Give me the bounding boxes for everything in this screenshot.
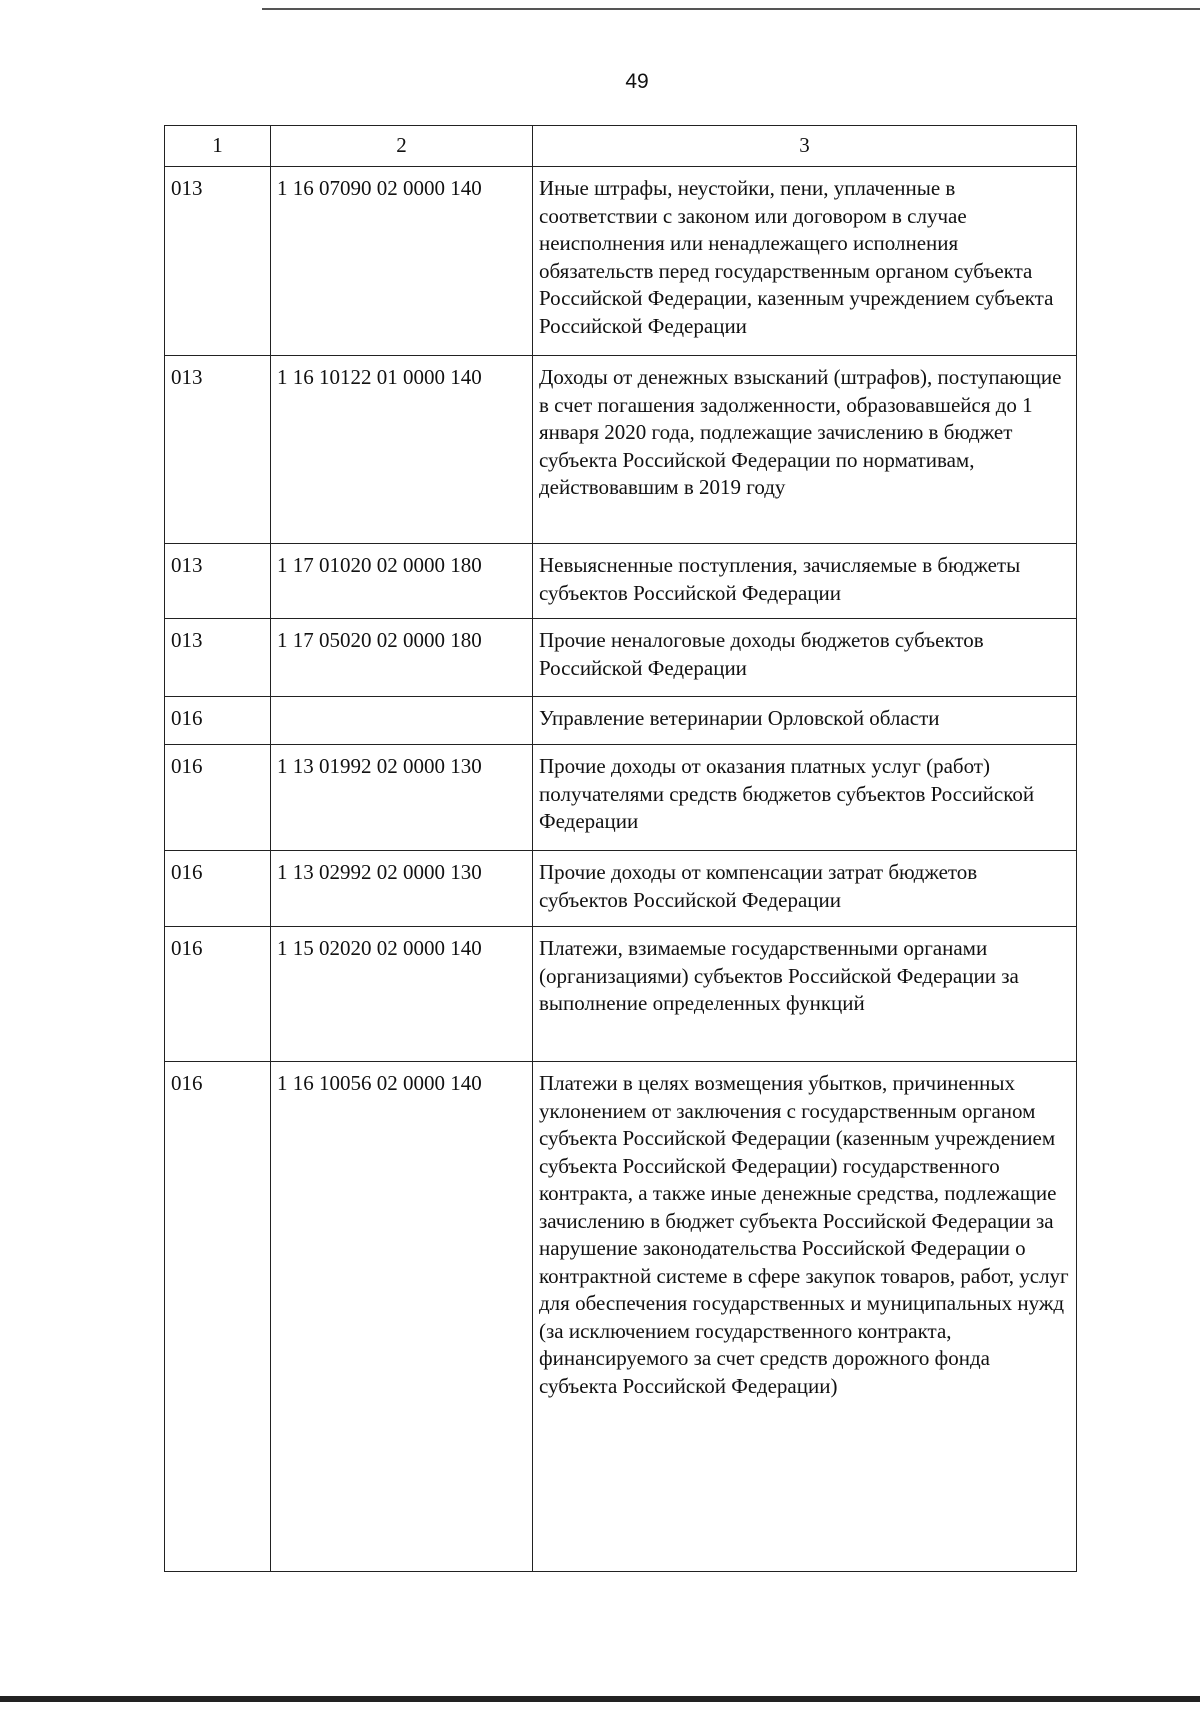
description-cell: Прочие доходы от оказания платных услуг (работ) получателями средств бюджетов субъектов Российской Федерации	[533, 745, 1077, 851]
budget-code-cell: 1 16 10122 01 0000 140	[271, 356, 533, 544]
admin-code-cell: 013	[165, 167, 271, 356]
column-header-3: 3	[533, 126, 1077, 167]
admin-code-cell: 013	[165, 619, 271, 697]
admin-code-cell: 013	[165, 544, 271, 619]
table-row	[165, 697, 1077, 745]
table-row	[165, 927, 1077, 1062]
table-row	[165, 1062, 1077, 1572]
table-row	[165, 619, 1077, 697]
admin-code-cell: 013	[165, 356, 271, 544]
description-cell: Прочие неналоговые доходы бюджетов субъектов Российской Федерации	[533, 619, 1077, 697]
budget-code-cell	[271, 697, 533, 745]
top-border-line	[262, 8, 1200, 10]
description-cell: Прочие доходы от компенсации затрат бюджетов субъектов Российской Федерации	[533, 851, 1077, 927]
budget-code-cell: 1 13 02992 02 0000 130	[271, 851, 533, 927]
description-cell: Доходы от денежных взысканий (штрафов), поступающие в счет погашения задолженности, образовавшейся до 1 января 2020 года, подлежащие зачислению в бюджет субъекта Российской Федерации по нормативам, действовавшим в 2019 году	[533, 356, 1077, 544]
table-row	[165, 356, 1077, 544]
description-cell: Платежи в целях возмещения убытков, причиненных уклонением от заключения с государственным органом субъекта Российской Федерации (казенным учреждением субъекта Российской Федерации) государственного контракта, а также иные денежные средства, подлежащие зачислению в бюджет субъекта Российской Федерации за нарушение законодательства Российской Федерации о контрактной системе в сфере закупок товаров, работ, услуг для обеспечения государственных и муниципальных нужд (за исключением государственного контракта, финансируемого за счет средств дорожного фонда субъекта Российской Федерации)	[533, 1062, 1077, 1572]
table-row	[165, 167, 1077, 356]
budget-code-cell: 1 15 02020 02 0000 140	[271, 927, 533, 1062]
budget-code-cell: 1 16 07090 02 0000 140	[271, 167, 533, 356]
description-cell: Невыясненные поступления, зачисляемые в бюджеты субъектов Российской Федерации	[533, 544, 1077, 619]
table-row	[165, 544, 1077, 619]
column-header-1: 1	[165, 126, 271, 167]
admin-code-cell: 016	[165, 745, 271, 851]
table-row	[165, 851, 1077, 927]
income-codes-table	[164, 125, 1077, 1572]
description-cell: Управление ветеринарии Орловской области	[533, 697, 1077, 745]
description-cell: Иные штрафы, неустойки, пени, уплаченные в соответствии с законом или договором в случае неисполнения или ненадлежащего исполнения обязательств перед государственным органом субъекта Российской Федерации, казенным учреждением субъекта Российской Федерации	[533, 167, 1077, 356]
admin-code-cell: 016	[165, 927, 271, 1062]
budget-code-cell: 1 17 05020 02 0000 180	[271, 619, 533, 697]
admin-code-cell: 016	[165, 697, 271, 745]
budget-code-cell: 1 16 10056 02 0000 140	[271, 1062, 533, 1572]
admin-code-cell: 016	[165, 851, 271, 927]
description-cell: Платежи, взимаемые государственными органами (организациями) субъектов Российской Федерации за выполнение определенных функций	[533, 927, 1077, 1062]
budget-code-cell: 1 17 01020 02 0000 180	[271, 544, 533, 619]
admin-code-cell: 016	[165, 1062, 271, 1572]
column-header-2: 2	[271, 126, 533, 167]
table-header-row	[165, 126, 1077, 167]
page-number: 49	[625, 70, 649, 93]
budget-code-cell: 1 13 01992 02 0000 130	[271, 745, 533, 851]
table-row	[165, 745, 1077, 851]
bottom-border-line	[0, 1696, 1200, 1702]
